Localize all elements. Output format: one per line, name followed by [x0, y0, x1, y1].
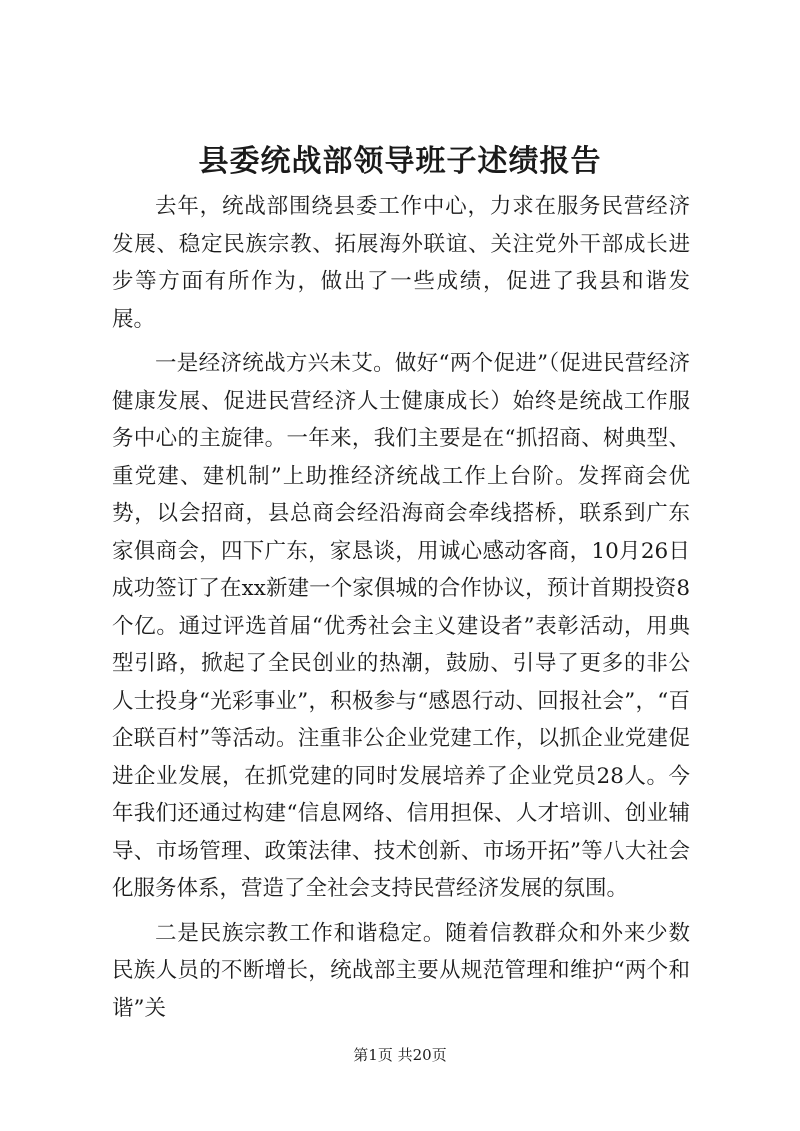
paragraph-economy: 一是经济统战方兴未艾。做好“两个促进”（促进民营经济健康发展、促进民营经济人士健康成长）始终是统战工作服务中心的主旋律。一年来，我们主要是在“抓招商、树典型、重党建、建机制”上助推经济统战工作上台阶。发挥商会优势，以会招商，县总商会经沿海商会牵线搭桥，联系到广东家俱商会，四下广东，家恳谈，用诚心感动客商，10月26日成功签订了在xx新建一个家俱城的合作协议，预计首期投资8个亿。通过评选首届“优秀社会主义建设者”表彰活动，用典型引路，掀起了全民创业的热潮，鼓励、引导了更多的非公人士投身“光彩事业”，积极参与“感恩行动、回报社会”，“百企联百村”等活动。注重非公企业党建工作，以抓企业党建促进企业发展，在抓党建的同时发展培养了企业党员28人。今年我们还通过构建“信息网络、信用担保、人才培训、创业辅导、市场管理、政策法律、技术创新、市场开拓”等八大社会化服务体系，营造了全社会支持民营经济发展的氛围。 [112, 351, 690, 901]
paragraph-ethnic-religion: 二是民族宗教工作和谐稳定。随着信教群众和外来少数民族人员的不断增长，统战部主要从规范管理和维护“两个和谐”关 [112, 920, 690, 1021]
document-body [112, 188, 690, 1027]
page-number-footer: 第1页 共20页 [353, 1046, 447, 1064]
paragraph-intro: 去年，统战部围绕县委工作中心，力求在服务民营经济发展、稳定民族宗教、拓展海外联谊、关注党外干部成长进步等方面有所作为，做出了一些成绩，促进了我县和谐发展。 [112, 194, 690, 332]
document-title: 县委统战部领导班子述绩报告 [198, 144, 602, 179]
